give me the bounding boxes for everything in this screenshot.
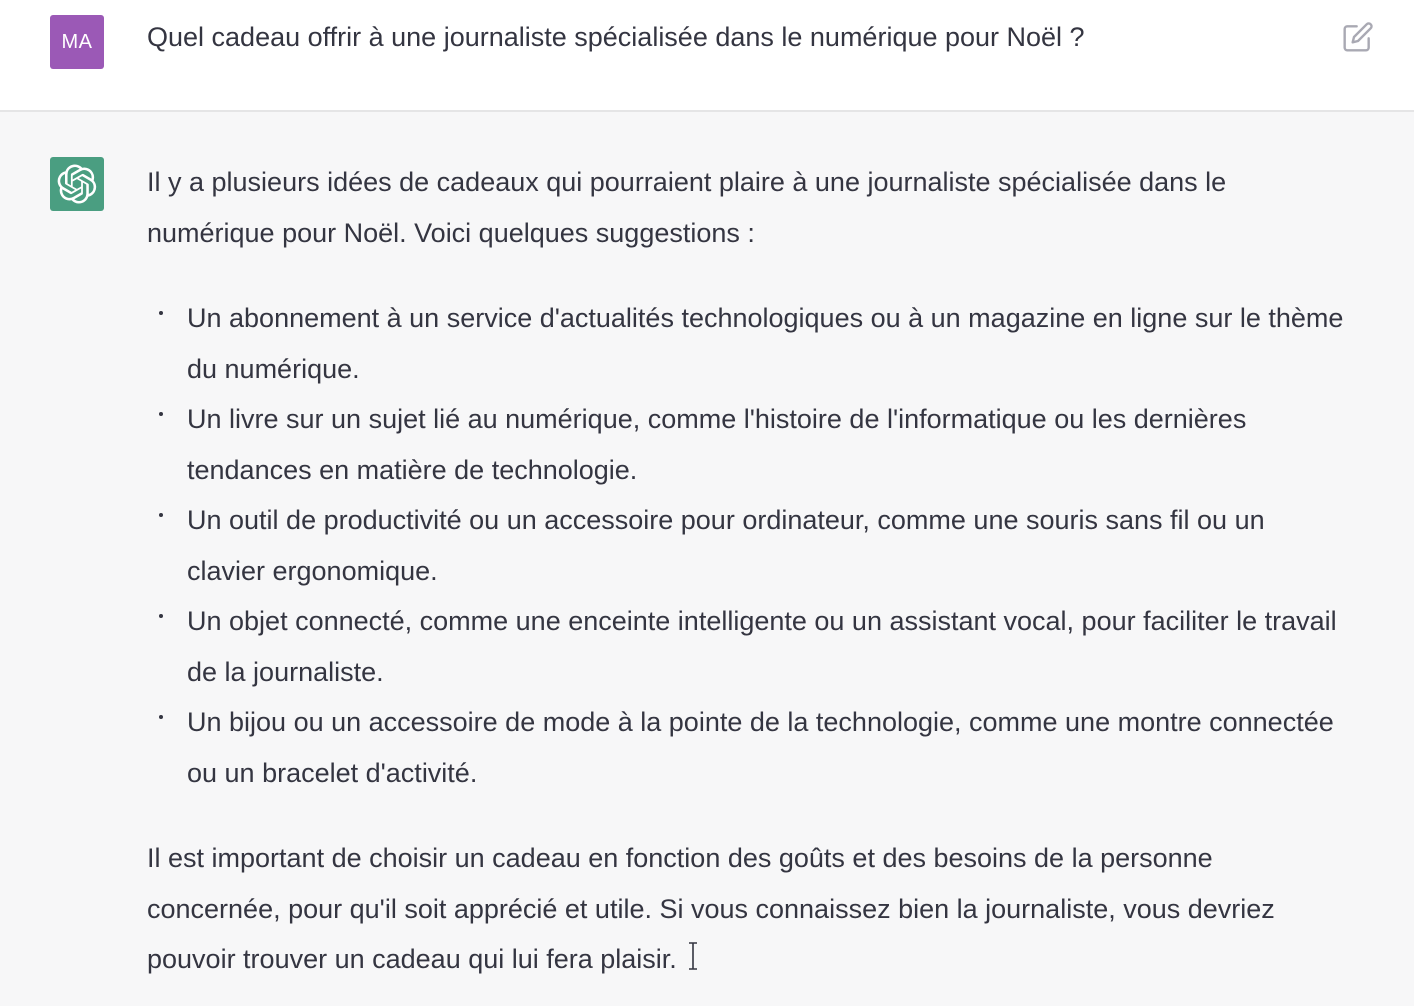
answer-intro: Il y a plusieurs idées de cadeaux qui pourraient plaire à une journaliste spécialisée dans le numérique pour Noël. Voici quelques suggestions : bbox=[147, 167, 1227, 248]
assistant-avatar bbox=[50, 157, 104, 211]
user-message-text: Quel cadeau offrir à une journaliste spécialisée dans le numérique pour Noël ? bbox=[147, 22, 1085, 52]
assistant-message-row bbox=[0, 112, 1414, 1006]
answer-conclusion: Il est important de choisir un cadeau en fonction des goûts et des besoins de la personne concernée, pour qu'il soit apprécié et utile. Si vous connaissez bien la journaliste, vous devriez pouvoir trouver un cadeau qui lui fera plaisir. bbox=[147, 843, 1275, 974]
list-item: Un outil de productivité ou un accessoire pour ordinateur, comme une souris sans fil ou un clavier ergonomique. bbox=[187, 495, 1347, 596]
edit-icon bbox=[1342, 21, 1374, 53]
assistant-message-content bbox=[147, 157, 1347, 985]
bullet-icon bbox=[159, 311, 163, 315]
suggestion-list bbox=[147, 293, 1347, 798]
openai-logo-icon bbox=[57, 164, 97, 204]
user-avatar-initials: MA bbox=[61, 30, 93, 53]
list-item: Un bijou ou un accessoire de mode à la pointe de la technologie, comme une montre connectée ou un bracelet d'activité. bbox=[187, 697, 1347, 798]
user-message-row bbox=[0, 0, 1414, 112]
bullet-icon bbox=[159, 614, 163, 618]
list-item: Un abonnement à un service d'actualités technologiques ou à un magazine en ligne sur le thème du numérique. bbox=[187, 293, 1347, 394]
edit-message-button[interactable] bbox=[1342, 21, 1374, 53]
user-avatar bbox=[50, 15, 104, 69]
bullet-icon bbox=[159, 715, 163, 719]
bullet-icon bbox=[159, 513, 163, 517]
text-cursor-icon bbox=[687, 942, 699, 970]
list-item: Un objet connecté, comme une enceinte intelligente ou un assistant vocal, pour faciliter le travail de la journaliste. bbox=[187, 596, 1347, 697]
list-item: Un livre sur un sujet lié au numérique, comme l'histoire de l'informatique ou les dernières tendances en matière de technologie. bbox=[187, 394, 1347, 495]
bullet-icon bbox=[159, 412, 163, 416]
